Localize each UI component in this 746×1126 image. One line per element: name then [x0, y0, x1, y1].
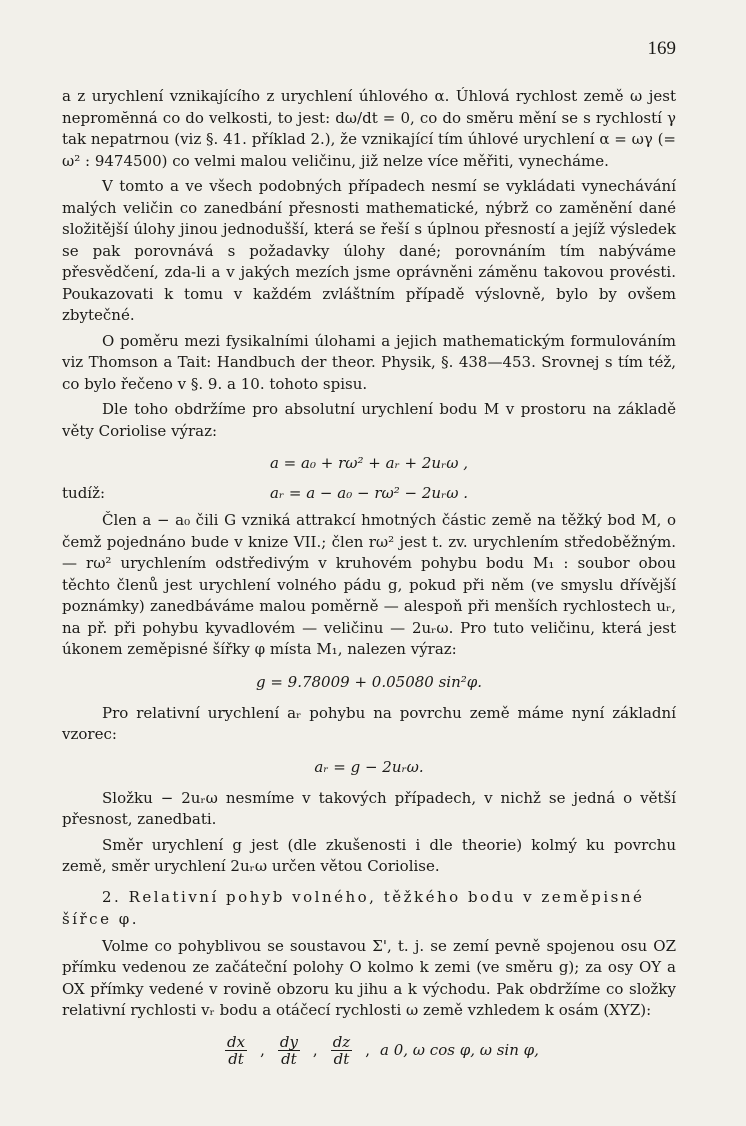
equation-basic: aᵣ = g − 2uᵣω. — [314, 757, 424, 776]
fraction-dy-dt: $\frac{dy}{dt}$ — [279, 1032, 298, 1068]
paragraph-4: Dle toho obdržíme pro absolutní urychlení bodu M v prostoru na základě věty Coriolise výraz: — [62, 400, 676, 440]
paragraph-8: Směr urychlení g jest (dle zkušenosti i dle theorie) kolmý ku povrchu země, směr urychlení 2uᵣω určen větou Coriolise. — [62, 835, 676, 875]
fraction-dz-dt: $\frac{dz}{dt}$ — [332, 1032, 351, 1068]
page-number: 169 — [647, 38, 676, 59]
section-heading: 2. Relativní pohyb volného, těžkého bodu v zeměpisné šířce φ. — [62, 887, 645, 928]
paragraph-1: a z urychlení vznikajícího z urychlení úhlového α. Úhlová rychlost země ω jest nepromĕnná co do velkosti, to jest: dω/dt = 0, co do směru mění se s rychlostí γ tak nepatrnou (viz §. 41. příklad 2.), že vznikající tím úhlové urychlení α = ωγ (= ω² : 9474500) co velmi malou veličinu, již nelze více měřiti, vynecháme. — [62, 87, 676, 170]
velocity-components: $\frac{dx}{dt}$ , $\frac{dy}{dt}$ , $\frac{dz}{dt}$ , a 0, ω cos φ, ω sin φ, — [227, 1032, 539, 1068]
fraction-dx-dt: $\frac{dx}{dt}$ — [227, 1032, 246, 1068]
paragraph-9: Volme co pohyblivou se soustavou Σ', t. j. se zemí pevně spojenou osu OZ přímku vedenou ze začáteční polohy O kolmo k zemi (ve směru g); za osy OY a OX přímky vedené v rovině obzoru ku jihu a k východu. Pak obdržíme co složky relativní rychlosti vᵣ bodu a otáčecí rychlosti ω země vzhledem k osám (XYZ): — [62, 936, 676, 1019]
tudiz-label: tudíž: — [62, 484, 106, 502]
rotation-components: a 0, ω cos φ, ω sin φ, — [380, 1041, 539, 1059]
equation-row — [62, 484, 676, 502]
paragraph-5: Člen a − a₀ čili G vzniká attrakcí hmotných částic země na těžký bod M, o čemž pojednáno bude v knize VII.; člen rω² jest t. zv. urychlením středoběžným. — rω² urychlením odstředivým v kruhovém pohybu bodu M₁ : soubor obou těchto členů jest urychlení volného pádu g, pokud při něm (ve smyslu dřívější poznámky) zanedbáváme malou poměrně — alespoň při menších rychlostech uᵣ, na př. při pohybu kyvadlovém — veličinu — 2uᵣω. Pro tuto veličinu, která jest úkonem zeměpisné šířky φ místa M₁, nalezen výraz: — [62, 511, 676, 658]
paragraph-2: V tomto a ve všech podobných případech nesmí se vykládati vynechávání malých veličin co zanedbání přesnosti mathematické, nýbrž co zaměnění dané složitější úlohy jinou jednodušší, která se řeší s úplnou přesností a jejíž výsledek se pak porovnává s požadavky úlohy dané; porovnáním tím nabýváme přesvědčení, zda-li a v jakých mezích jsme oprávněni záměnu takovou provésti. Poukazovati k tomu v každém zvláštním případě výslovně, bylo by ovšem zbytečné. — [62, 177, 676, 324]
equation-absolute-acceleration: a = a₀ + rω² + aᵣ + 2uᵣω , — [269, 454, 469, 472]
paragraph-3: O poměru mezi fysikalními úlohami a jejich mathematickým formulováním viz Thomson a Tait: Handbuch der theor. Physik, §. 438—453. Srovnej s tím též, co bylo řečeno v §. 9. a 10. tohoto spisu. — [62, 331, 676, 393]
equation-gravity: g = 9.78009 + 0.05080 sin²φ. — [255, 672, 483, 691]
equation-relative-acceleration: aᵣ = a − a₀ − rω² − 2uᵣω . — [269, 484, 469, 502]
paragraph-6: Pro relativní urychlení aᵣ pohybu na povrchu země máme nyní základní vzorec: — [62, 703, 676, 743]
paragraph-7: Složku − 2uᵣω nesmíme v takových případech, v nichž se jedná o větší přesnost, zanedbati. — [62, 788, 676, 828]
